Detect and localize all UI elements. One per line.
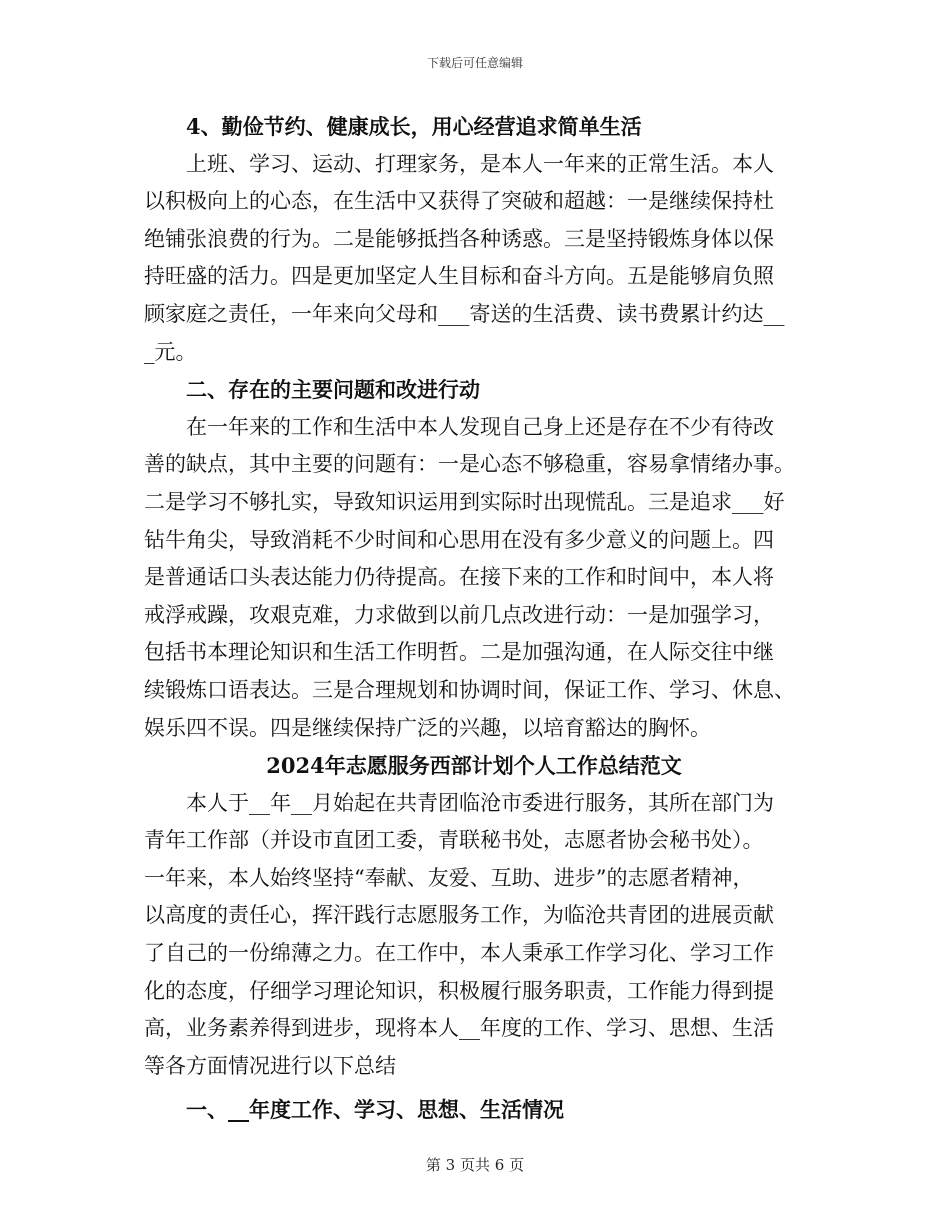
paragraph-line: 钻牛角尖，导致消耗不少时间和心思用在没有多少意义的问题上。四 [144, 527, 774, 552]
paragraph-line: 一年来，本人始终坚持“奉献、友爱、互助、进步”的志愿者精神， [144, 865, 754, 890]
paragraph-line: 持旺盛的活力。四是更加坚定人生目标和奋斗方向。五是能够肩负照 [144, 264, 774, 289]
paragraph-line: 娱乐四不误。四是继续保持广泛的兴趣，以培育豁达的胸怀。 [144, 715, 711, 740]
article-sub-heading: 一、__年度工作、学习、思想、生活情况 [186, 1097, 564, 1123]
paragraph-line: 二是学习不够扎实，导致知识运用到实际时出现慌乱。三是追求___好 [144, 489, 785, 514]
paragraph-line: 绝铺张浪费的行为。二是能够抵挡各种诱惑。三是坚持锻炼身体以保 [144, 226, 774, 251]
paragraph-line: _元。 [144, 339, 197, 364]
paragraph-line: 本人于__年__月始起在共青团临沧市委进行服务，其所在部门为 [186, 790, 774, 815]
paragraph-line: 是普通话口头表达能力仍待提高。在接下来的工作和时间中，本人将 [144, 565, 774, 590]
article-title: 2024年志愿服务西部计划个人工作总结范文 [266, 753, 682, 779]
paragraph-line: 上班、学习、运动、打理家务，是本人一年来的正常生活。本人 [186, 151, 774, 176]
paragraph-line: 青年工作部（并设市直团工委，青联秘书处，志愿者协会秘书处）。 [144, 828, 764, 853]
document-body [144, 108, 804, 1129]
paragraph-line: 了自己的一份绵薄之力。在工作中，本人秉承工作学习化、学习工作 [144, 941, 774, 966]
paragraph-line: 顾家庭之责任，一年来向父母和___寄送的生活费、读书费累计约达__ [144, 301, 785, 326]
paragraph-line: 以高度的责任心，挥汗践行志愿服务工作，为临沧共青团的进展贡献 [144, 903, 774, 928]
paragraph-line: 善的缺点，其中主要的问题有：一是心态不够稳重，容易拿情绪办事。 [144, 452, 795, 477]
paragraph-line: 高，业务素养得到进步，现将本人__年度的工作、学习、思想、生活 [144, 1016, 774, 1041]
page-number: 第 3 页共 6 页 [425, 1156, 525, 1174]
paragraph-line: 化的态度，仔细学习理论知识，积极履行服务职责，工作能力得到提 [144, 978, 774, 1003]
paragraph-line: 戒浮戒躁，攻艰克难，力求做到以前几点改进行动：一是加强学习， [144, 602, 774, 627]
paragraph-line: 在一年来的工作和生活中本人发现自己身上还是存在不少有待改 [186, 414, 774, 439]
paragraph-line: 以积极向上的心态，在生活中又获得了突破和超越：一是继续保持杜 [144, 189, 774, 214]
paragraph-line: 续锻炼口语表达。三是合理规划和协调时间，保证工作、学习、休息、 [144, 677, 795, 702]
paragraph-line: 包括书本理论知识和生活工作明哲。二是加强沟通，在人际交往中继 [144, 640, 774, 665]
section-4-heading: 4、勤俭节约、健康成长，用心经营追求简单生活 [186, 114, 642, 139]
paragraph-line: 等各方面情况进行以下总结 [144, 1053, 396, 1078]
section-2-heading: 二、存在的主要问题和改进行动 [186, 377, 480, 403]
header-note: 下载后可任意编辑 [426, 56, 523, 70]
